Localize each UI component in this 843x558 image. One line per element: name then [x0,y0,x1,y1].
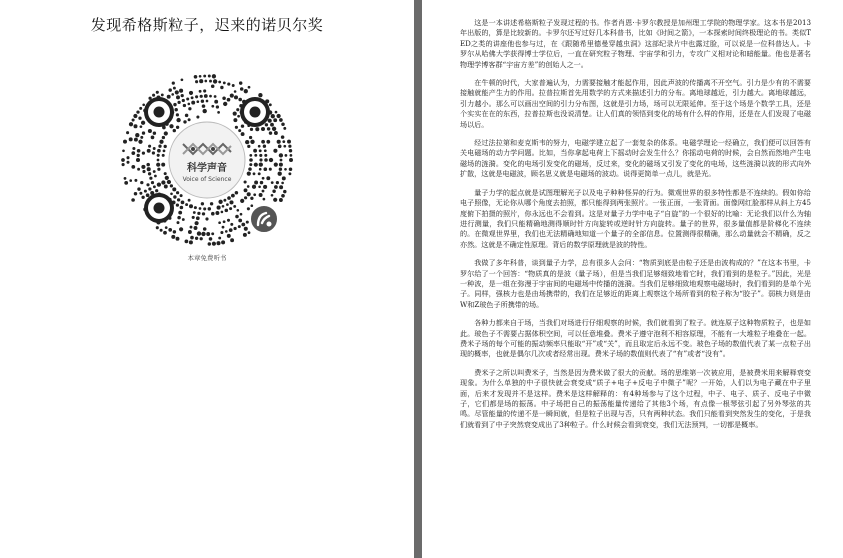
left-page [0,0,414,558]
paragraph: 这是一本讲述希格斯粒子发现过程的书。作者肖恩·卡罗尔教授是加州理工学院的物理学家。这本书是2013年出版的，算是比较新的。卡罗尔还写过好几本科普书，比如《时间之箭》，一本探索时间终极理论的书。类似TED之类的讲座他也参与过，在《跟随希里德曼穿越虫洞》这部纪录片中也露过脸，可以说是一位科普达人。卡罗尔从哈佛大学获得博士学位后，一直在研究粒子物理、宇宙学和引力，专攻广义相对论和暗能量。他也是著名物理学博客群“宇宙方差”的创始人之一。 [460,18,811,69]
right-page [422,0,843,558]
qr-caption: 本章免费听书 [187,254,227,262]
chapter-title: 发现希格斯粒子，迟来的诺贝尔奖 [90,16,324,34]
qr-code-icon[interactable] [119,72,295,248]
audio-app-icon [250,205,278,233]
logo-text-en: Voice of Science [182,176,232,183]
logo-text-cn: 科学声音 [187,163,227,174]
paragraph: 我做了多年科普，谈到量子力学，总有很多人会问：“物质到底是由粒子还是由波构成的？”在这本书里，卡罗尔给了一个回答：“物质真的是波（量子场），但是当我们足够细致地看它时，我们看到的是粒子。”因此，光是一种波，是一组在弥漫于宇宙间的电磁场中传播的涟漪。当我们足够细致地观察电磁场时，我们看到的是单个光子。同样，强核力也是由场携带的，我们在足够近的距离上观察这个场所看到的粒子称为“胶子”。弱核力则是由W和Z玻色子所携带的场。 [460,258,811,309]
page-gutter [414,0,422,558]
paragraph: 在牛顿的时代，大家普遍认为，力需要接触才能起作用，因此声波的传播离不开空气。引力是少有的不需要接触就能产生力的作用。拉普拉斯首先用数学的方式来描述引力的分布。离地球越近，引力越大。离地球越远，引力越小。那么可以画出空间的引力分布图，这就是引力场，场可以无限延伸。至于这个场是个数学工具，还是个实实在在的东西，拉普拉斯也没说清楚。让人们真的领悟到变化的场有什么样的作用，还是在人们发现了电磁场以后。 [460,78,811,129]
paragraph: 各种力都来自于场，当我们对场进行仔细观察的时候，我们就看到了粒子。就连原子这种物质粒子，也是如此。玻色子不需要占据体积空间，可以任意堆叠。费米子遵守泡利不相容原理，不能有一大堆粒子堆叠在一起。费米子场的每个可能的振动频率只能取“开”或“关”，而且取定后永远不变。玻色子场的数值代表了某一点粒子出现的概率，也就是偶尔几次或者经常出现。费米子场的数值则代表了“有”或者“没有”。 [460,318,811,359]
qr-code-graphic [119,72,295,248]
paragraph: 费米子之所以叫费米子，当然是因为费米做了很大的贡献。场的思维第一次被应用，是被费米用来解释衰变现象。为什么单独的中子很快就会衰变成“质子+电子+反电子中微子”呢？一开始，人们以为电子藏在中子里面，后来才发现并不是这样。费米是这样解释的：有4种场参与了这个过程，中子、电子、质子、反电子中微子，它们都是场的振荡。中子场把自己的振荡能量传递给了其他3个场，有点像一根琴弦引起了另外琴弦的共鸣。尽管能量的传递不是一瞬间就，但是粒子出现与否，只有两种状态。我们只能看到突然发生的变化，于是我们就看到了中子突然衰变成出了3种粒子。什么时候会看到衰变，我们无法预判，一切都是概率。 [460,367,811,429]
paragraph: 经过法拉第和麦克斯韦的努力，电磁学建立起了一套复杂的体系。电磁学理论一经确立，我们便可以回答有关电磁场的动力学问题。比如，当你拿起电荷上下摇动时会发生什么？你摇动电荷的时候，会自然而然地产生电磁场的涟漪。变化的电场引发变化的磁场，反过来，变化的磁场又引发了变化的电场，这些涟漪以波的形式向外扩散，这就是电磁波，顾名思义就是电磁场的波动。说得更简单一点儿，就是光。 [460,138,811,179]
paragraph: 量子力学的起点就是试图理解光子以及电子种种怪异的行为。微观世界的很多特性都是不连续的。假如你给电子照像，无论你从哪个角度去拍照，都只能得到两张照片。一张正面，一张背面。面像网红脸那样从斜上方45度俯下拍摄的照片，你永远也不会看到。这是对量子力学中电子“自旋”的一个很好的比喻：无论我们以什么为轴进行测量，我们只能精确地测得顺时针方向旋转或逆时针方向旋转。量子的世界，很多量值都是阶梯化不连续的。在微观世界里，我们也无法精确地知道一个量子的全部信息。位置测得很精确，那么动量就会不精确，反之亦然。这就是不确定性原理。背后的数学原理就是波的特性。 [460,187,811,249]
